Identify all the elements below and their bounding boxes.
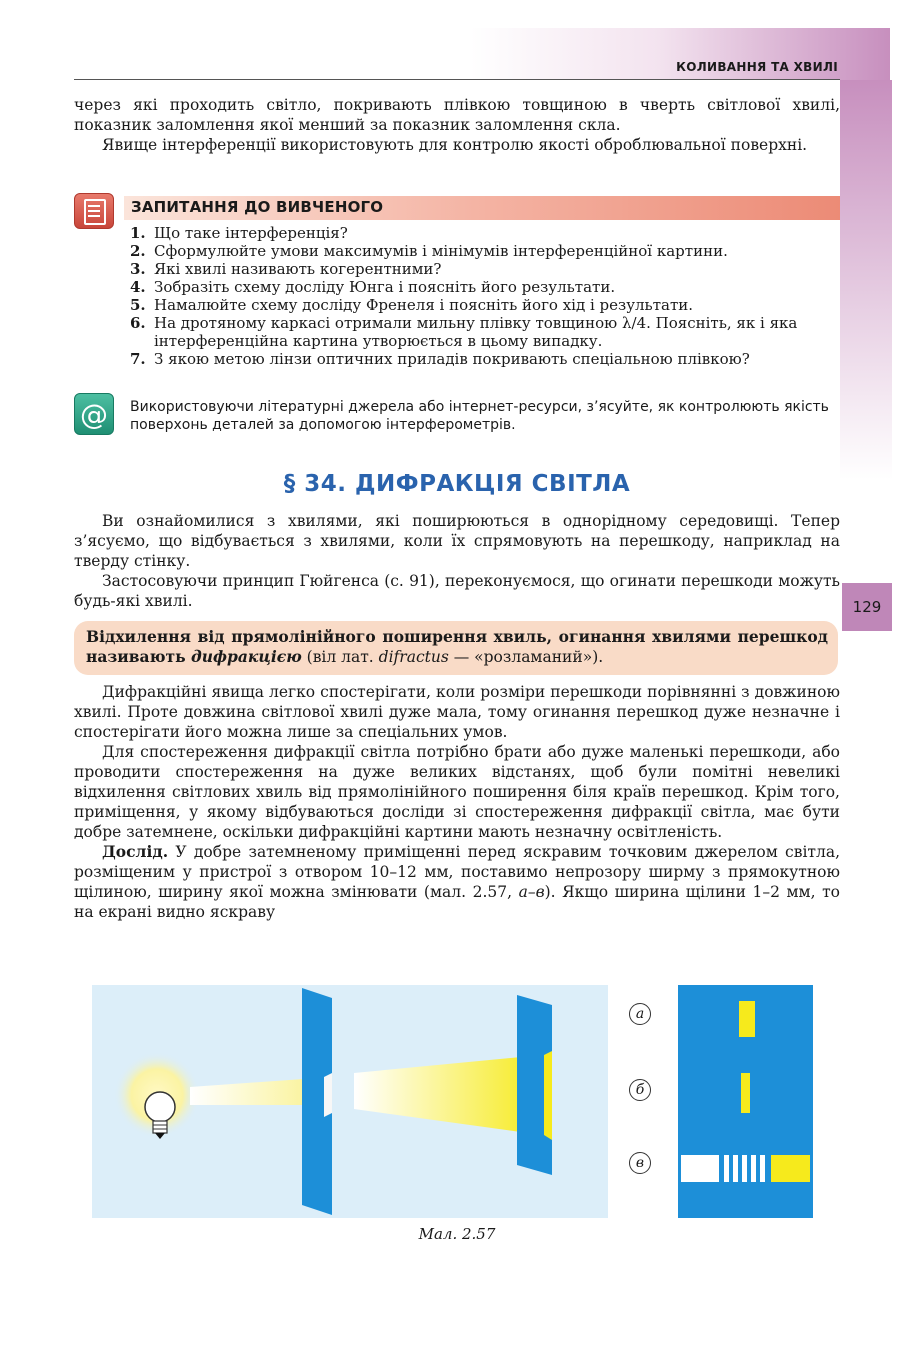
body-paragraph-3: Дифракційні явища легко спостерігати, коли розміри перешкоди порівнянні з довжиною хвилі. Проте довжина світлової хвилі дуже мала, тому огинання перешкод дуже незначне і спостерігати його можна лише за спеціальних умов. bbox=[74, 683, 840, 741]
screen-light-spot bbox=[544, 1051, 552, 1140]
question-item: 1. Що таке інтерференція? bbox=[130, 224, 348, 242]
question-item: 3. Які хвилі називають когерентними? bbox=[130, 260, 442, 278]
figure-label-v: в bbox=[629, 1152, 651, 1174]
definition-text: Відхилення від прямолінійного поширення хвиль, огинання хвилями перешкод називають дифракцією (віл лат. difractus — «розламаний»). bbox=[86, 627, 828, 666]
pattern-b-narrow-slit bbox=[741, 1073, 750, 1113]
internet-task-text: Використовуючи літературні джерела або інтернет-ресурси, з’ясуйте, як контролюють якість поверхонь деталей за допомогою інтерферометрів. bbox=[130, 399, 829, 433]
question-item: 2. Сформулюйте умови максимумів і мінімумів інтерференційної картини. bbox=[130, 242, 728, 260]
questions-list bbox=[130, 224, 842, 368]
question-item: 4. Зобразіть схему досліду Юнга і поясніть його результати. bbox=[130, 278, 616, 296]
intro-text bbox=[74, 95, 840, 155]
header-rule bbox=[74, 79, 840, 80]
diffraction-setup-illustration bbox=[92, 985, 608, 1218]
questions-title: ЗАПИТАННЯ ДО ВИВЧЕНОГО bbox=[131, 198, 384, 216]
question-item: 6. На дротяному каркасі отримали мильну плівку товщиною λ/4. Поясніть, як і яка інтерференційна картина утворюється в цьому випадку. bbox=[130, 314, 798, 350]
body-paragraph-4: Для спостереження дифракції світла потрібно брати або дуже маленькі перешкоди, або проводити спостереження на дуже великих відстанях, щоб були помітні невеликі відхилення світлових хвиль від прямолінійного поширення біля країв перешкод. Крім того, приміщення, у якому відбуваються досліди зі спостереження дифракції світла, має бути добре затемнене, оскільки дифракційні картини мають незначну освітленість. bbox=[74, 743, 840, 841]
question-item: 7. З якою метою лінзи оптичних приладів покривають спеціальною плівкою? bbox=[130, 350, 750, 368]
diffracted-light-beam bbox=[354, 1055, 542, 1135]
figure-caption: Мал. 2.57 bbox=[418, 1225, 496, 1243]
definition-term: дифракцією bbox=[191, 647, 302, 666]
running-header-title: КОЛИВАННЯ ТА ХВИЛІ bbox=[676, 60, 838, 74]
section-intro bbox=[74, 511, 840, 611]
intro-paragraph-1: через які проходить світло, покривають плівкою товщиною в чверть світлової хвилі, показник заломлення якої менший за показник заломлення скла. bbox=[74, 96, 840, 134]
slit-opening bbox=[324, 1073, 332, 1117]
section-title: § 34. ДИФРАКЦІЯ СВІТЛА bbox=[283, 471, 631, 497]
figure-label-b: б bbox=[629, 1079, 651, 1101]
page-number: 129 bbox=[842, 583, 892, 631]
question-item: 5. Намалюйте схему досліду Френеля і поясніть його хід і результати. bbox=[130, 296, 694, 314]
body-text bbox=[74, 682, 840, 922]
at-sign-icon: @ bbox=[74, 393, 114, 435]
questions-list-icon bbox=[74, 193, 114, 229]
pattern-a-wide-slit bbox=[739, 1001, 755, 1037]
body-paragraph-5: Дослід. У добре затемненому приміщенні перед яскравим точковим джерелом світла, розміщеним у пристрої з отвором 10–12 мм, поставимо непрозору ширму з прямокутною щілиною, ширину якої можна змінювати (мал. 2.57, а–в). Якщо ширина щілини 1–2 мм, то на екрані видно яскраву bbox=[74, 842, 840, 921]
intro-paragraph-2: Явище інтерференції використовують для контролю якості оброблювальної поверхні. bbox=[102, 136, 808, 154]
section-paragraph-2: Застосовуючи принцип Гюйгенса (с. 91), переконуємося, що огинати перешкоди можуть будь-які хвилі. bbox=[74, 572, 840, 610]
screen-patterns bbox=[678, 985, 813, 1218]
pattern-v-diffraction-fringes bbox=[681, 1155, 810, 1182]
section-paragraph-1: Ви ознайомилися з хвилями, які поширюються в однорідному середовищі. Тепер з’ясуємо, що відбувається з хвилями, коли їх спрямовують на перешкоду, наприклад на тверду стінку. bbox=[74, 512, 840, 570]
figure-label-a: а bbox=[629, 1003, 651, 1025]
side-gradient bbox=[840, 80, 892, 480]
